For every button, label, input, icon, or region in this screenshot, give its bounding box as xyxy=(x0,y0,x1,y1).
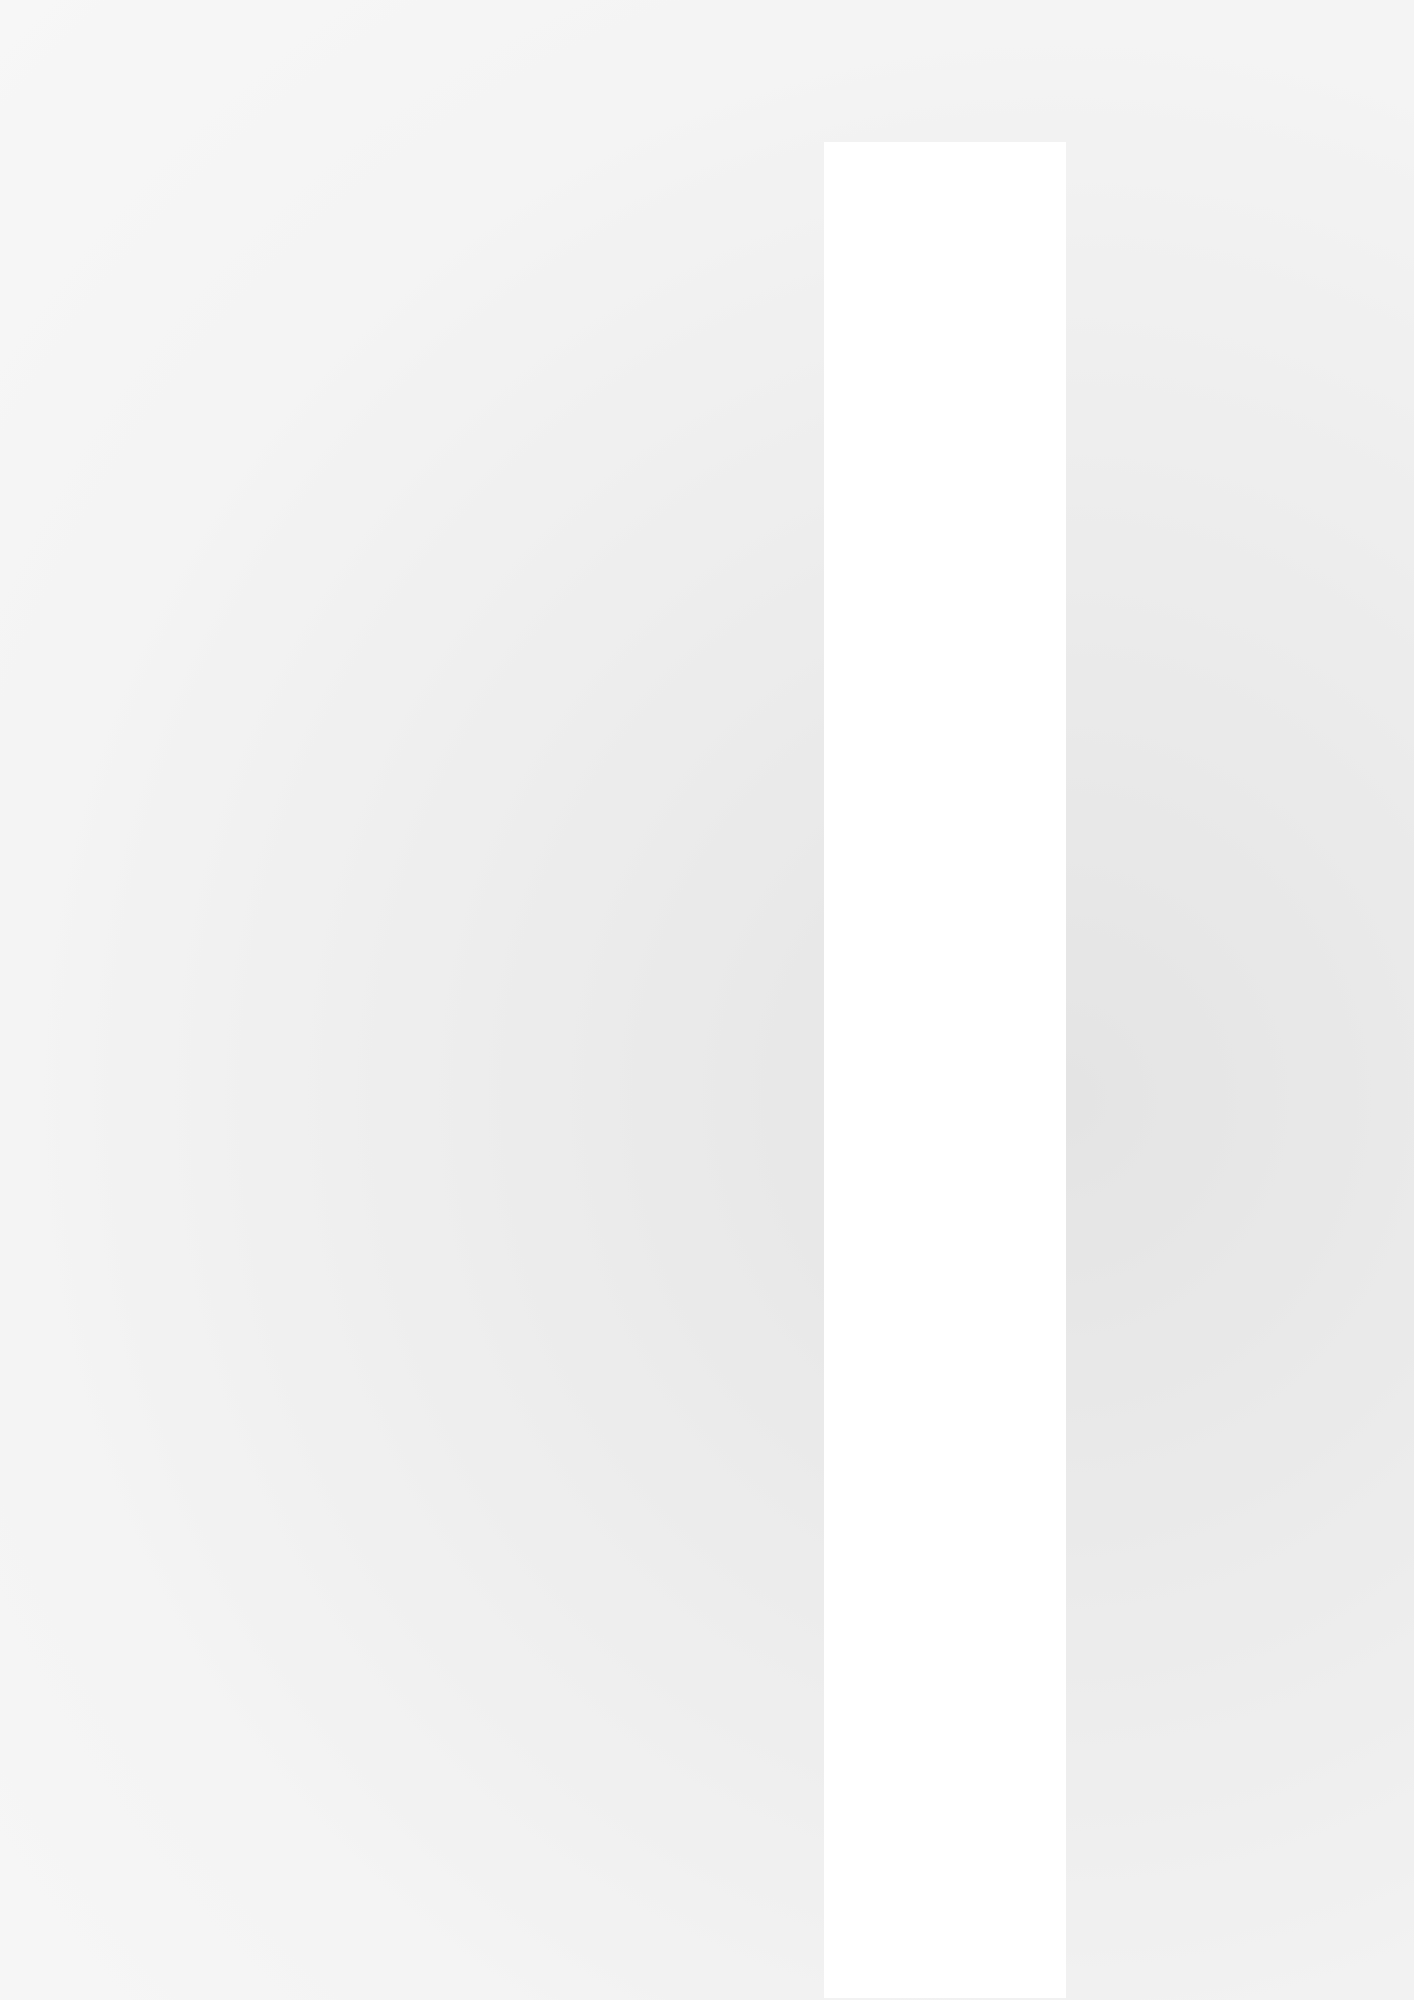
header-duree xyxy=(660,24,810,28)
intervenant-column-background xyxy=(824,142,1066,1998)
